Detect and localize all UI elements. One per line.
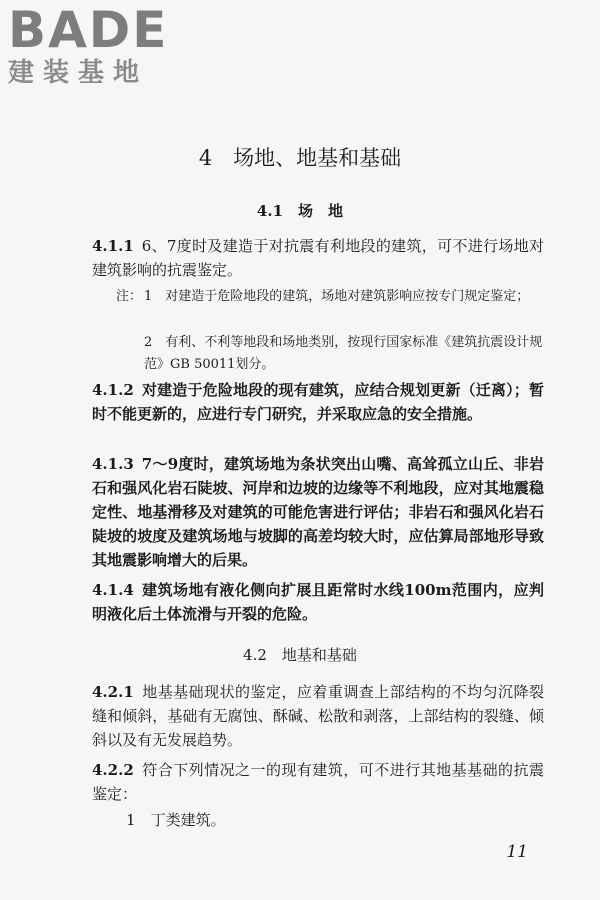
clause-number: 4.1.3: [92, 455, 134, 473]
clause-4-2-1: [92, 680, 544, 752]
section-title-text: 场 地: [298, 202, 344, 220]
page-number: 11: [506, 842, 528, 862]
clause-4-1-1: [92, 234, 544, 282]
logo-brand: BADE: [8, 1, 169, 59]
note-text: 对建造于危险地段的建筑，场地对建筑影响应按专门规定鉴定；: [165, 289, 530, 304]
clause-4-1-2: [92, 378, 544, 426]
section-title-4-1: [0, 200, 600, 221]
clause-text: 符合下列情况之一的现有建筑，可不进行其地基基础的抗震鉴定：: [92, 761, 544, 803]
note-number: 2: [144, 335, 153, 350]
clause-text: 7～9度时，建筑场地为条状突出山嘴、高耸孤立山丘、非岩石和强风化岩石陡坡、河岸和边坡的边缘等不利地段，应对其地震稳定性、地基滑移及对建筑的可能危害进行评估；非岩石和强风化岩石陡坡的坡度及建筑场地与坡脚的高差均较大时，应估算局部地形导致其地震影响增大的后果。: [92, 455, 544, 569]
section-title-text: 地基和基础: [281, 646, 357, 664]
logo: [8, 1, 178, 88]
clause-text: 对建造于危险地段的现有建筑，应结合规划更新（迁离）；暂时不能更新的，应进行专门研究，并采取应急的安全措施。: [92, 381, 544, 423]
note-item-1: [144, 286, 544, 308]
clause-4-1-4: [92, 578, 544, 626]
section-number: 4.2: [243, 646, 267, 664]
clause-number: 4.1.2: [92, 381, 134, 399]
clause-number: 4.2.2: [92, 761, 134, 779]
logo-subtitle: 建装基地: [8, 58, 149, 88]
list-number: 1: [126, 811, 136, 829]
clause-number: 4.1.1: [92, 237, 134, 255]
chapter-number: 4: [198, 146, 213, 170]
clause-text: 地基基础现状的鉴定，应着重调查上部结构的不均匀沉降裂缝和倾斜，基础有无腐蚀、酥碱、松散和剥落，上部结构的裂缝、倾斜以及有无发展趋势。: [92, 683, 544, 749]
clause-text: 建筑场地有液化侧向扩展且距常时水线100m范围内，应判明液化后土体流滑与开裂的危险。: [92, 581, 544, 623]
clause-4-1-3: [92, 452, 544, 572]
chapter-title-text: 场地、地基和基础: [233, 146, 402, 170]
clause-number: 4.2.1: [92, 683, 134, 701]
section-number: 4.1: [256, 202, 284, 220]
note-number: 1: [144, 289, 153, 304]
note-label: 注：: [116, 289, 143, 304]
chapter-title: [0, 142, 600, 172]
note-text: 有利、不利等地段和场地类别，按现行国家标准《建筑抗震设计规范》GB 50011划分。: [144, 335, 543, 372]
clause-4-2-2: [92, 758, 544, 806]
note-item-2: [144, 332, 544, 376]
list-item-1: [126, 808, 544, 832]
clause-text: 6、7度时及建造于对抗震有利地段的建筑，可不进行场地对建筑影响的抗震鉴定。: [92, 237, 544, 279]
clause-number: 4.1.4: [92, 581, 134, 599]
list-text: 丁类建筑。: [150, 811, 226, 829]
section-title-4-2: [0, 644, 600, 665]
